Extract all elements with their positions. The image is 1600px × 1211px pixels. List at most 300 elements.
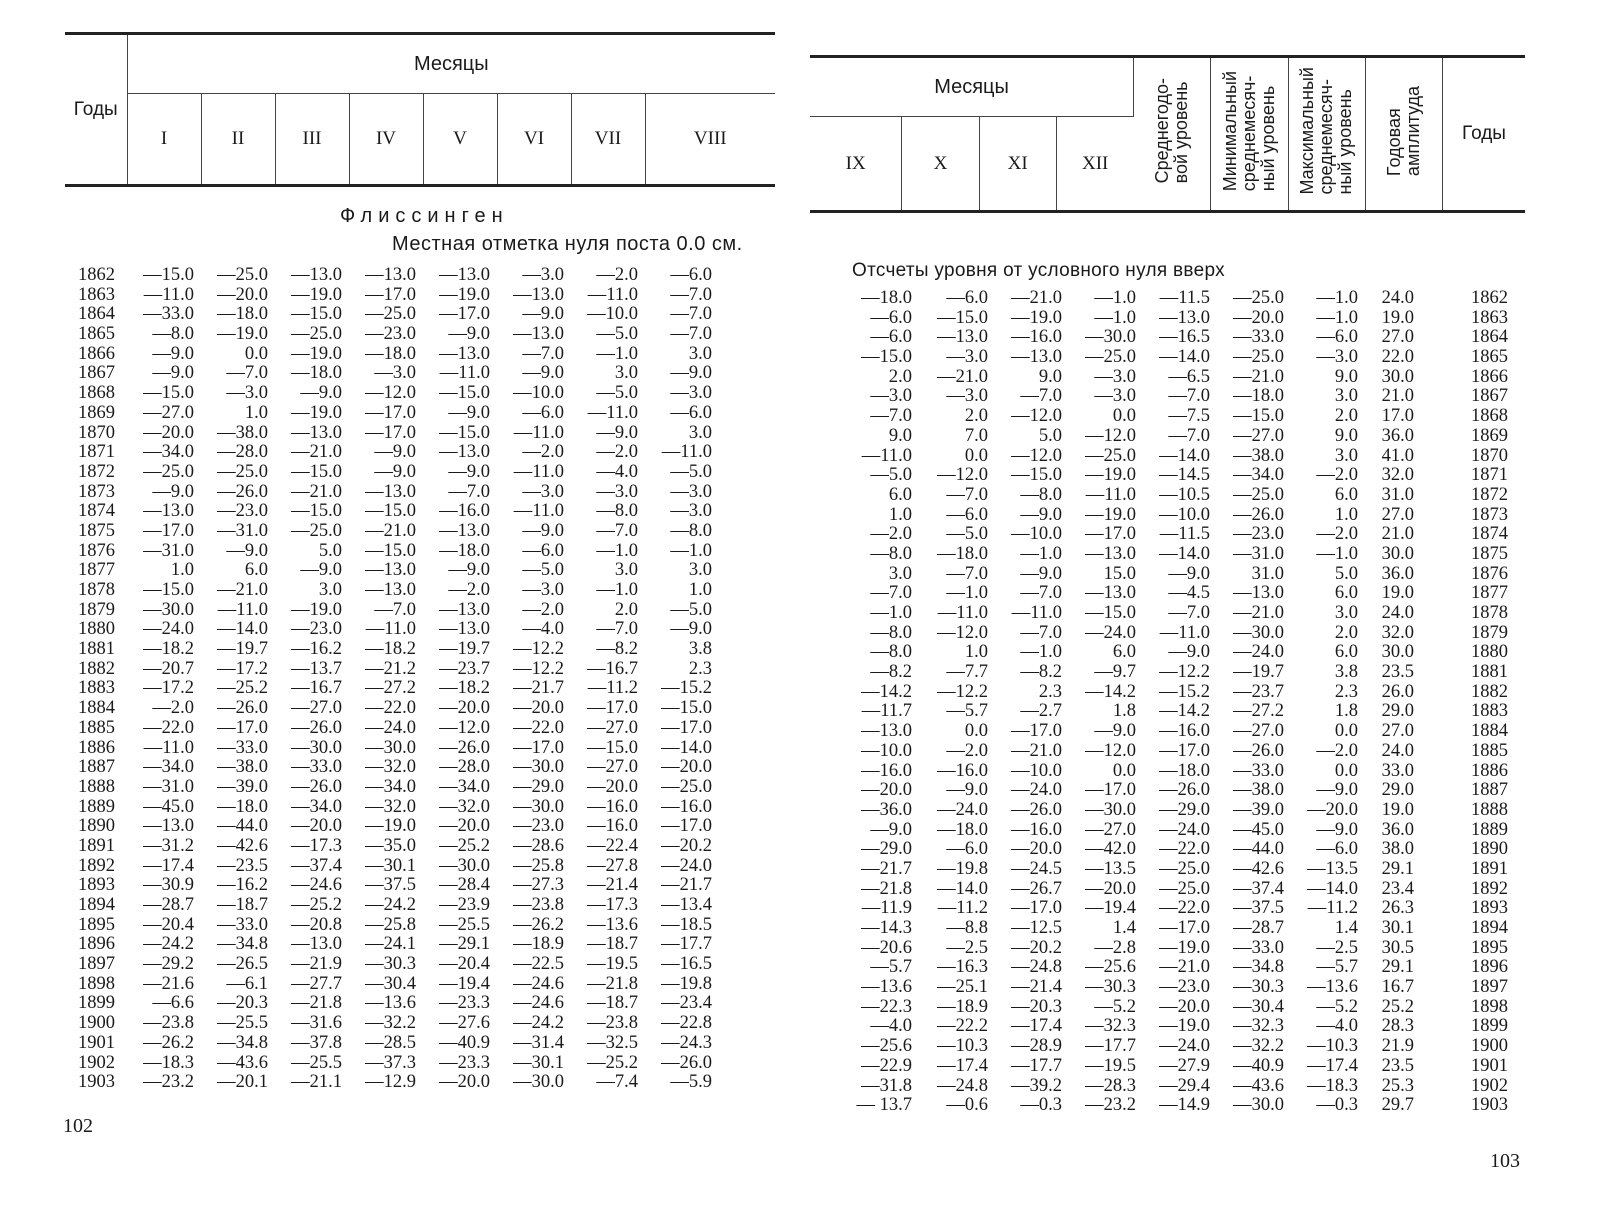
- table-cell: —27.2: [365, 678, 416, 699]
- table-cell: —24.0: [1085, 622, 1136, 643]
- table-cell: —11.2: [937, 898, 988, 919]
- table-cell: —20.0: [1011, 839, 1062, 860]
- table-row: [850, 565, 1508, 585]
- table-cell: —18.9: [937, 996, 988, 1017]
- table-cell: —19.0: [291, 402, 342, 423]
- table-cell: —3.0: [522, 481, 564, 502]
- table-cell: —25.2: [291, 895, 342, 915]
- table-cell: 6.0: [1334, 642, 1358, 663]
- table-cell: —43.6: [1233, 1075, 1284, 1096]
- table-cell: 1866: [78, 343, 115, 364]
- table-cell: —2.8: [1094, 937, 1136, 958]
- table-cell: —17.0: [1159, 740, 1210, 761]
- table-cell: —15.0: [143, 580, 194, 600]
- table-cell: —14.2: [1085, 681, 1136, 702]
- table-cell: —23.5: [217, 855, 268, 876]
- table-cell: —25.0: [1159, 858, 1210, 879]
- table-row: [78, 798, 712, 818]
- table-cell: —20.8: [291, 914, 342, 935]
- table-cell: —11.0: [937, 603, 988, 623]
- table-cell: —30.0: [1085, 799, 1136, 820]
- table-cell: 1892: [78, 855, 115, 876]
- table-cell: 6.0: [1334, 583, 1358, 604]
- table-cell: —6.0: [946, 839, 988, 860]
- table-cell: —25.0: [291, 324, 342, 345]
- table-row: [850, 801, 1508, 821]
- table-cell: —16.7: [291, 678, 342, 699]
- table-cell: —24.6: [291, 875, 342, 896]
- table-cell: 26.3: [1381, 898, 1414, 919]
- zero-note: Местная отметка нуля поста 0.0 см.: [392, 233, 743, 255]
- table-row: [78, 620, 712, 640]
- table-cell: —4.5: [1168, 583, 1210, 604]
- table-cell: —6.0: [946, 504, 988, 525]
- table-cell: 21.9: [1381, 1036, 1414, 1057]
- table-cell: 5.0: [1334, 563, 1358, 584]
- table-cell: —29.1: [439, 934, 490, 955]
- table-cell: —5.9: [670, 1072, 712, 1093]
- table-cell: 1888: [1471, 799, 1508, 820]
- table-cell: —9.0: [152, 343, 194, 364]
- table-cell: —20.6: [861, 937, 912, 958]
- table-cell: —12.2: [513, 639, 564, 660]
- table-row: [78, 896, 712, 916]
- table-cell: —9.0: [1168, 642, 1210, 663]
- table-cell: —5.2: [1094, 996, 1136, 1017]
- table-cell: —3.0: [596, 481, 638, 502]
- table-cell: 1.0: [244, 402, 268, 423]
- table-cell: —31.4: [513, 1032, 564, 1053]
- max-monthly-header: Максимальный среднемесяч- ный уровень: [1288, 57, 1365, 212]
- table-cell: 1875: [1471, 543, 1508, 564]
- table-cell: —26.0: [291, 717, 342, 738]
- table-row: [850, 1077, 1508, 1097]
- table-cell: —30.3: [1085, 977, 1136, 998]
- table-cell: —15.0: [1011, 465, 1062, 486]
- table-cell: 27.0: [1381, 327, 1414, 348]
- table-cell: —34.0: [365, 776, 416, 797]
- table-cell: —27.7: [291, 973, 342, 994]
- table-cell: —21.0: [365, 520, 416, 541]
- month-header-xi: XI: [979, 117, 1056, 212]
- table-cell: —21.7: [513, 678, 564, 699]
- table-row: [78, 1014, 712, 1034]
- table-cell: —7.0: [226, 363, 268, 384]
- table-cell: —30.0: [1085, 327, 1136, 348]
- table-cell: 2.0: [888, 366, 912, 387]
- table-cell: 3.0: [614, 560, 638, 581]
- table-cell: —13.0: [439, 343, 490, 364]
- table-cell: 1882: [78, 658, 115, 679]
- right-table-header: [810, 55, 1525, 213]
- table-cell: 27.0: [1381, 721, 1414, 742]
- table-cell: —34.8: [1233, 957, 1284, 978]
- table-cell: —19.0: [217, 324, 268, 345]
- table-cell: 7.0: [964, 425, 988, 446]
- table-cell: — 13.7: [856, 1095, 912, 1116]
- table-cell: —9.0: [1316, 819, 1358, 840]
- table-cell: —29.4: [1159, 1075, 1210, 1096]
- table-cell: 1877: [78, 560, 115, 581]
- table-row: [78, 1073, 712, 1093]
- table-cell: —39.0: [217, 776, 268, 797]
- table-cell: —25.5: [217, 1013, 268, 1034]
- table-cell: —1.0: [670, 540, 712, 561]
- table-cell: —30.0: [1233, 622, 1284, 643]
- table-cell: —9.0: [1168, 563, 1210, 584]
- table-cell: —20.0: [587, 776, 638, 797]
- table-cell: —27.3: [513, 875, 564, 896]
- table-cell: —26.2: [143, 1032, 194, 1053]
- table-cell: —12.5: [1011, 918, 1062, 938]
- table-cell: —24.0: [937, 799, 988, 820]
- table-row: [78, 325, 712, 345]
- table-cell: —7.0: [870, 406, 912, 427]
- years-column-header: Годы: [1462, 123, 1506, 144]
- table-cell: 1869: [78, 402, 115, 423]
- table-cell: —18.9: [513, 934, 564, 955]
- table-cell: —9.7: [1094, 662, 1136, 683]
- table-cell: 30.0: [1381, 642, 1414, 663]
- table-cell: —20.3: [217, 993, 268, 1014]
- right-data-table: [850, 289, 1508, 1116]
- table-cell: 2.0: [1334, 406, 1358, 427]
- table-cell: —2.5: [946, 937, 988, 958]
- table-row: [850, 387, 1508, 407]
- table-cell: 1891: [1471, 858, 1508, 879]
- table-cell: —11.2: [1307, 898, 1358, 919]
- table-row: [78, 483, 712, 503]
- table-cell: —18.0: [439, 540, 490, 561]
- table-cell: —19.7: [1233, 662, 1284, 683]
- table-cell: —40.9: [439, 1032, 490, 1053]
- table-row: [78, 758, 712, 778]
- table-cell: —11.0: [1011, 603, 1062, 623]
- table-cell: —18.2: [365, 639, 416, 660]
- table-cell: —1.0: [1316, 307, 1358, 328]
- table-cell: 2.3: [688, 658, 712, 679]
- table-cell: —21.4: [1011, 977, 1062, 998]
- table-cell: —11.0: [1085, 484, 1136, 505]
- table-cell: 1.0: [170, 560, 194, 581]
- table-cell: —20.0: [439, 816, 490, 837]
- table-cell: —20.0: [661, 757, 712, 778]
- table-cell: —11.0: [587, 284, 638, 305]
- table-cell: —17.0: [661, 816, 712, 837]
- table-cell: —33.0: [1233, 937, 1284, 958]
- table-cell: 24.0: [1381, 740, 1414, 761]
- table-cell: —13.0: [291, 265, 342, 285]
- table-cell: —45.0: [1233, 819, 1284, 840]
- table-cell: —37.4: [291, 855, 342, 876]
- table-cell: —9.0: [300, 383, 342, 404]
- table-row: [850, 860, 1508, 880]
- table-cell: —4.0: [596, 461, 638, 482]
- table-cell: 1.4: [1334, 918, 1358, 938]
- table-cell: —7.0: [670, 284, 712, 305]
- table-cell: —17.7: [1085, 1036, 1136, 1057]
- table-cell: —31.2: [143, 835, 194, 856]
- table-cell: —23.0: [365, 324, 416, 345]
- table-cell: —2.5: [1316, 937, 1358, 958]
- table-cell: —15.0: [861, 347, 912, 368]
- table-cell: —25.0: [365, 304, 416, 325]
- table-row: [850, 407, 1508, 427]
- table-cell: —15.0: [143, 383, 194, 404]
- table-cell: —17.4: [1307, 1055, 1358, 1076]
- table-cell: —18.0: [291, 363, 342, 384]
- table-cell: —31.0: [1233, 543, 1284, 564]
- month-header-ii: II: [201, 94, 275, 186]
- table-cell: —6.0: [1316, 327, 1358, 348]
- table-cell: 9.0: [1038, 366, 1062, 387]
- month-header-vi: VI: [497, 94, 571, 186]
- table-cell: —14.0: [1307, 878, 1358, 899]
- table-cell: —19.0: [291, 599, 342, 620]
- table-cell: —30.0: [513, 757, 564, 778]
- table-cell: —5.0: [670, 599, 712, 620]
- table-cell: 30.0: [1381, 543, 1414, 564]
- table-cell: —19.5: [1085, 1055, 1136, 1076]
- table-cell: —19.0: [1159, 1016, 1210, 1037]
- table-row: [850, 309, 1508, 329]
- table-cell: 1887: [78, 757, 115, 778]
- table-cell: —26.0: [217, 698, 268, 719]
- table-cell: —30.3: [1233, 977, 1284, 998]
- table-cell: —3.0: [1094, 366, 1136, 387]
- table-cell: —5.0: [596, 383, 638, 404]
- table-cell: —10.0: [1159, 504, 1210, 525]
- table-cell: —18.5: [661, 914, 712, 935]
- table-cell: 1894: [78, 895, 115, 915]
- table-cell: —26.0: [1011, 799, 1062, 820]
- table-cell: —20.0: [1159, 996, 1210, 1017]
- months-group-header: Месяцы: [810, 57, 1134, 117]
- table-cell: —11.0: [143, 737, 194, 758]
- table-cell: —6.0: [946, 288, 988, 308]
- table-cell: —18.2: [439, 678, 490, 699]
- month-header-v: V: [423, 94, 497, 186]
- table-cell: —24.6: [513, 973, 564, 994]
- table-cell: —13.0: [1233, 583, 1284, 604]
- table-cell: —21.6: [143, 973, 194, 994]
- table-cell: —2.0: [1316, 524, 1358, 545]
- table-cell: —11.0: [861, 445, 912, 466]
- table-cell: —22.3: [861, 996, 912, 1017]
- table-cell: 2.0: [614, 599, 638, 620]
- table-cell: —21.0: [1233, 603, 1284, 623]
- table-cell: —24.2: [365, 895, 416, 915]
- table-cell: —14.0: [937, 878, 988, 899]
- table-cell: —20.0: [1085, 878, 1136, 899]
- table-cell: —22.0: [365, 698, 416, 719]
- table-cell: —7.0: [596, 619, 638, 640]
- table-cell: 31.0: [1251, 563, 1284, 584]
- table-cell: —13.0: [439, 265, 490, 285]
- table-cell: —18.0: [1159, 760, 1210, 781]
- table-cell: —16.0: [1159, 721, 1210, 742]
- table-cell: 33.0: [1381, 760, 1414, 781]
- table-cell: 1872: [78, 461, 115, 482]
- table-cell: —28.4: [439, 875, 490, 896]
- table-cell: —9.0: [448, 560, 490, 581]
- table-cell: 0.0: [1334, 721, 1358, 742]
- table-cell: —10.0: [513, 383, 564, 404]
- table-cell: —10.0: [1011, 524, 1062, 545]
- table-cell: —15.0: [291, 501, 342, 522]
- table-cell: —42.6: [217, 835, 268, 856]
- table-cell: 29.0: [1381, 701, 1414, 722]
- table-cell: 1875: [78, 520, 115, 541]
- table-cell: —15.2: [1159, 681, 1210, 702]
- table-cell: —1.0: [596, 540, 638, 561]
- table-cell: 0.0: [1112, 760, 1136, 781]
- table-cell: 0.0: [244, 343, 268, 364]
- table-cell: 1870: [78, 422, 115, 443]
- table-cell: —35.0: [365, 835, 416, 856]
- table-row: [850, 939, 1508, 959]
- table-cell: —27.0: [1233, 721, 1284, 742]
- month-header-x: X: [902, 117, 979, 212]
- table-cell: 1881: [1471, 662, 1508, 683]
- table-cell: —9.0: [522, 304, 564, 325]
- table-cell: —9.0: [152, 481, 194, 502]
- table-cell: —26.0: [661, 1052, 712, 1073]
- mean-annual-header: Среднегодо- вой уровень: [1134, 57, 1211, 212]
- table-cell: 1885: [1471, 740, 1508, 761]
- table-cell: —18.3: [143, 1052, 194, 1073]
- table-row: [850, 1017, 1508, 1037]
- table-cell: —28.0: [439, 757, 490, 778]
- table-row: [78, 935, 712, 955]
- table-cell: 1897: [1471, 977, 1508, 998]
- table-cell: 1880: [78, 619, 115, 640]
- table-row: [850, 584, 1508, 604]
- month-header-viii: VIII: [693, 128, 727, 149]
- table-cell: —11.0: [439, 363, 490, 384]
- table-cell: 2.3: [1334, 681, 1358, 702]
- table-cell: —22.8: [661, 1013, 712, 1034]
- table-cell: —2.0: [152, 698, 194, 719]
- table-cell: —25.0: [291, 520, 342, 541]
- table-cell: 1898: [1471, 996, 1508, 1017]
- table-cell: 5.0: [318, 540, 342, 561]
- table-cell: —25.0: [217, 265, 268, 285]
- table-cell: —24.2: [513, 1013, 564, 1034]
- table-cell: 1880: [1471, 642, 1508, 663]
- table-cell: 1.0: [1334, 504, 1358, 525]
- table-cell: —30.0: [365, 737, 416, 758]
- table-cell: —16.0: [439, 501, 490, 522]
- table-cell: —27.0: [143, 402, 194, 423]
- table-cell: —13.0: [143, 501, 194, 522]
- table-cell: —13.0: [365, 481, 416, 502]
- table-cell: —23.3: [439, 993, 490, 1014]
- table-cell: —28.3: [1085, 1075, 1136, 1096]
- table-cell: —8.0: [1020, 484, 1062, 505]
- table-row: [78, 916, 712, 936]
- table-row: [78, 1054, 712, 1074]
- table-cell: —21.2: [365, 658, 416, 679]
- table-cell: —3.0: [374, 363, 416, 384]
- table-cell: —10.0: [1011, 760, 1062, 781]
- table-cell: 1886: [78, 737, 115, 758]
- table-cell: —9.0: [522, 520, 564, 541]
- table-cell: —20.2: [661, 835, 712, 856]
- table-cell: —12.2: [1159, 662, 1210, 683]
- table-cell: —6.5: [1168, 366, 1210, 387]
- table-cell: —18.7: [587, 993, 638, 1014]
- table-cell: —17.0: [1011, 721, 1062, 742]
- table-cell: —3.0: [670, 481, 712, 502]
- table-cell: —17.0: [143, 520, 194, 541]
- table-cell: —15.0: [365, 540, 416, 561]
- table-cell: —30.9: [143, 875, 194, 896]
- table-cell: —33.0: [143, 304, 194, 325]
- table-cell: —34.0: [439, 776, 490, 797]
- table-cell: 3.8: [688, 639, 712, 660]
- table-cell: —24.0: [1159, 819, 1210, 840]
- years-column-header: Годы: [65, 34, 127, 186]
- table-cell: —13.0: [439, 599, 490, 620]
- table-cell: —21.8: [861, 878, 912, 899]
- table-cell: —7.7: [946, 662, 988, 683]
- table-cell: 1.0: [964, 642, 988, 663]
- table-cell: —25.0: [1159, 878, 1210, 899]
- table-cell: —7.0: [1168, 386, 1210, 407]
- table-cell: —32.2: [1233, 1036, 1284, 1057]
- table-cell: —5.7: [870, 957, 912, 978]
- table-cell: —30.0: [513, 796, 564, 817]
- table-cell: —28.0: [217, 442, 268, 463]
- table-cell: —16.0: [587, 816, 638, 837]
- table-cell: —25.2: [439, 835, 490, 856]
- table-cell: —3.0: [670, 383, 712, 404]
- table-row: [850, 1096, 1508, 1116]
- table-cell: —31.0: [143, 540, 194, 561]
- table-cell: —4.0: [1316, 1016, 1358, 1037]
- table-cell: 1896: [78, 934, 115, 955]
- table-cell: —11.0: [143, 284, 194, 305]
- table-cell: —13.6: [587, 914, 638, 935]
- table-cell: —20.1: [217, 1072, 268, 1093]
- table-cell: —7.0: [1168, 425, 1210, 446]
- table-cell: —23.2: [1085, 1095, 1136, 1116]
- table-cell: —21.0: [1159, 957, 1210, 978]
- table-cell: —15.0: [439, 383, 490, 404]
- table-cell: —6.0: [670, 265, 712, 285]
- table-cell: 1893: [78, 875, 115, 896]
- table-row: [850, 604, 1508, 624]
- table-cell: —15.0: [1233, 406, 1284, 427]
- table-cell: —12.9: [365, 1072, 416, 1093]
- table-cell: —11.0: [217, 599, 268, 620]
- table-cell: 1890: [78, 816, 115, 837]
- table-cell: —19.0: [1011, 307, 1062, 328]
- table-cell: —19.0: [291, 343, 342, 364]
- table-cell: 1903: [1471, 1095, 1508, 1116]
- table-cell: 3.8: [1334, 662, 1358, 683]
- table-cell: 32.0: [1381, 622, 1414, 643]
- table-cell: —23.7: [1233, 681, 1284, 702]
- table-cell: —32.3: [1233, 1016, 1284, 1037]
- table-cell: 22.0: [1381, 347, 1414, 368]
- table-cell: —21.0: [291, 442, 342, 463]
- table-cell: —42.0: [1085, 839, 1136, 860]
- table-cell: —25.0: [661, 776, 712, 797]
- table-cell: —19.7: [439, 639, 490, 660]
- table-cell: 1872: [1471, 484, 1508, 505]
